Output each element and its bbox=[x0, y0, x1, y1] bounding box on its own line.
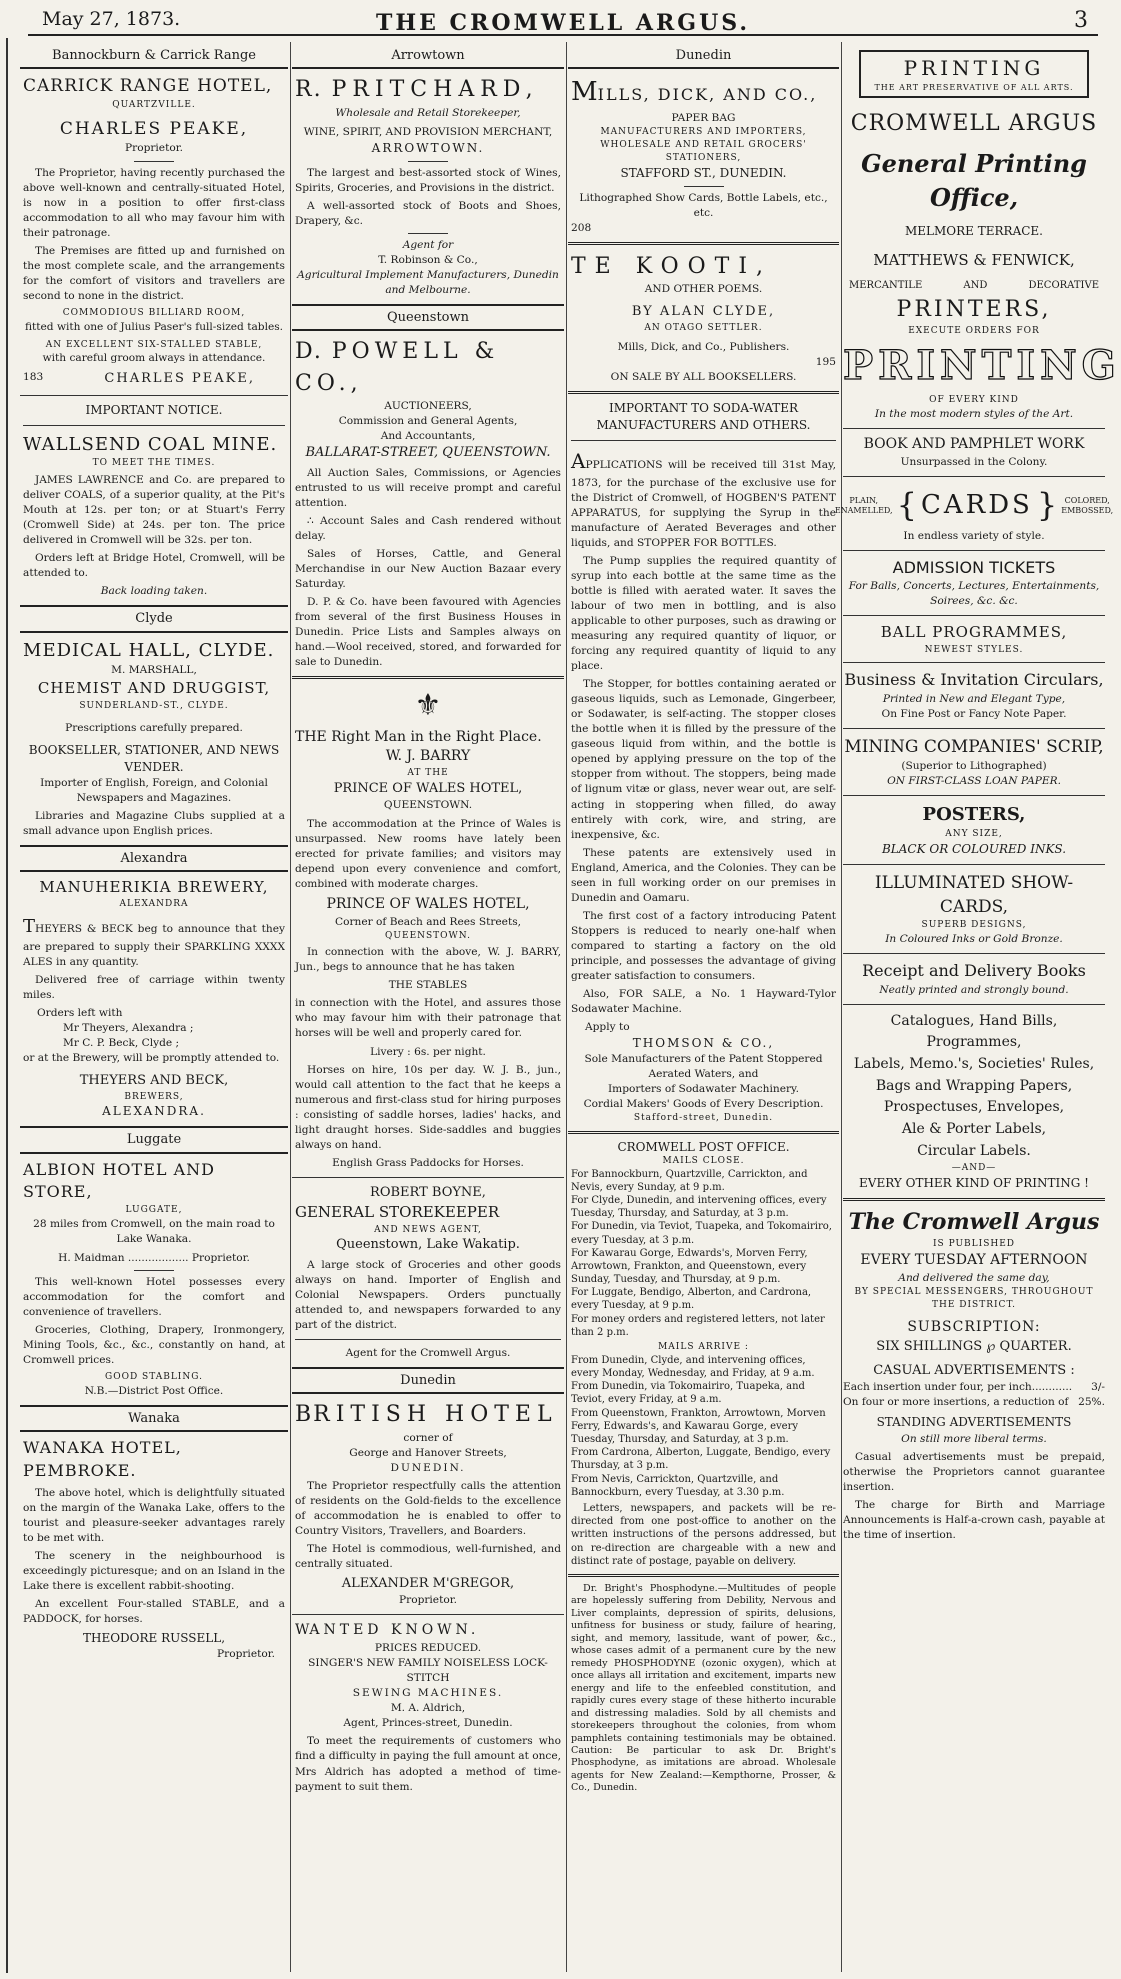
mail-schedule-line: From Cardrona, Alberton, Luggate, Bendigo, every Thursday, at 3 p.m. bbox=[571, 1447, 831, 1472]
section-heading: Luggate bbox=[20, 1126, 288, 1153]
ad-line: STANDING ADVERTISEMENTS bbox=[876, 1415, 1072, 1430]
ad-line: BOOKSELLER, STATIONER, AND NEWS VENDER. bbox=[28, 742, 280, 774]
newspaper-name: The Cromwell Argus bbox=[848, 1209, 1100, 1236]
ad-line: EVERY TUESDAY AFTERNOON bbox=[860, 1252, 1088, 1269]
ad-paragraph: A large stock of Groceries and other goods always on hand. Importer of English and Colonial Newspapers. Orders punctually attended to, and newspapers forwarded to any part of the district. bbox=[295, 1258, 561, 1331]
ad-line: Apply to bbox=[585, 1020, 630, 1033]
ad-line: GOOD STABLING. bbox=[105, 1372, 203, 1383]
ad-line: Mills, Dick, and Co., Publishers. bbox=[617, 341, 790, 354]
ad-line: MANUFACTURERS AND IMPORTERS, bbox=[600, 127, 807, 138]
ad-line: COMMODIOUS BILLIARD ROOM, bbox=[62, 307, 246, 318]
ad-signature: CHARLES PEAKE, bbox=[104, 371, 255, 387]
drop-cap: M bbox=[571, 77, 598, 108]
ad-paragraph: Dr. Bright's Phosphodyne.—Multitudes of people are hopelessly suffering from Debility, Nervous and Liver complaints, depression of spirits, delusions, unfitness for business or study, failure of hearing, sight, and memory, lassitude, want of power, &c., whose cases admit of a permanent cure by the new remedy PHOSPHODYNE (ozonic oxygen), which at once allays all irritation and excitement, imparts new energy and life to the enfeebled constitution, and rapidly cures every stage of these hitherto incurable and distressing maladies. Sold by all chemists and storekeepers throughout the colonies, from whom pamphlets containing testimonials may be obtained. Caution: Be particular to ask Dr. Bright's Phosphodyne, as imitations are abroad. Wholesale agents for New Zealand:—Kempthorne, Prosser, & Co., Dunedin. bbox=[571, 1582, 836, 1794]
ad-paragraph: In connection with the above, W. J. BARRY, Jun., begs to announce that he has taken bbox=[295, 946, 561, 974]
ad-line: T. Robinson & Co., bbox=[378, 253, 478, 266]
ad-paragraph: A well-assorted stock of Boots and Shoes, Drapery, &c. bbox=[295, 199, 561, 227]
ad-paragraph: The accommodation at the Prince of Wales is unsurpassed. New rooms have lately been erected for private families; and visitors may depend upon every convenience and comfort, combined with moderate charges. bbox=[295, 817, 561, 890]
soda-water-ad bbox=[568, 400, 839, 1125]
ad-line: George and Hanover Streets, bbox=[349, 1446, 507, 1459]
ad-signature: THEYERS AND BECK, bbox=[79, 1073, 229, 1089]
ad-paragraph: ∴ Account Sales and Cash rendered without delay. bbox=[295, 514, 561, 542]
ad-line: On four or more insertions, a reduction of bbox=[843, 1396, 1069, 1409]
ad-line: For Balls, Concerts, Lectures, Entertainments, Soirees, &c. &c. bbox=[848, 580, 1100, 608]
ad-line: WHOLESALE AND RETAIL GROCERS' STATIONERS, bbox=[600, 140, 807, 163]
ad-line: ON FIRST-CLASS LOAN PAPER. bbox=[887, 775, 1061, 788]
ad-signature: ALEXANDER M'GREGOR, bbox=[341, 1575, 515, 1591]
section-heading: Dunedin bbox=[568, 44, 839, 69]
printing-office-ad bbox=[834, 50, 1121, 1543]
ad-line: AND OTHER POEMS. bbox=[644, 283, 763, 296]
ad-line: MERCANTILE bbox=[849, 280, 923, 292]
ad-line: Neatly printed and strongly bound. bbox=[879, 983, 1069, 996]
ad-subheading: MAILS CLOSE. bbox=[662, 1155, 745, 1166]
banner-subtitle: THE ART PRESERVATIVE OF ALL ARTS. bbox=[874, 83, 1074, 93]
cards-word: CARDS bbox=[920, 490, 1033, 521]
drop-cap: C bbox=[23, 76, 38, 97]
ad-line: 28 miles from Cromwell, on the main road to Lake Wanaka. bbox=[33, 1217, 275, 1245]
mail-schedule-line: For Luggate, Bendigo, Alberton, and Cardrona, every Tuesday, at 9 p.m. bbox=[571, 1287, 812, 1312]
ad-line: ALEXANDRA. bbox=[102, 1104, 206, 1119]
ad-line: Labels, Memo.'s, Societies' Rules, bbox=[853, 1055, 1095, 1072]
wanaka-hotel-ad bbox=[20, 1437, 288, 1662]
ad-line: Business & Invitation Circulars, bbox=[844, 670, 1104, 690]
ad-title: ILLS, DICK, AND CO., bbox=[597, 85, 818, 105]
ad-line: In the most modern styles of the Art. bbox=[874, 408, 1074, 421]
ad-line: Catalogues, Hand Bills, Programmes, bbox=[890, 1012, 1058, 1051]
cards-line: PLAIN, ENAMELLED, { CARDS } COLORED, EMBOSSED, bbox=[834, 486, 1114, 525]
ad-line: AND bbox=[963, 280, 988, 292]
ad-address: Stafford-street, Dunedin. bbox=[633, 1113, 774, 1124]
ad-line: PRINTERS, bbox=[896, 296, 1052, 322]
ad-line: Prescriptions carefully prepared. bbox=[65, 721, 243, 734]
ad-line: In endless variety of style. bbox=[903, 529, 1045, 542]
drop-cap: W bbox=[23, 1438, 40, 1458]
ad-owner: M. MARSHALL, bbox=[111, 664, 197, 677]
mail-schedule-line: For Bannockburn, Quartzville, Carrickton, and Nevis, every Sunday, at 9 p.m. bbox=[571, 1168, 808, 1193]
ad-paragraph: HEYERS & BECK beg to announce that they are prepared to supply their SPARKLING XXXX ALES in any quantity. bbox=[23, 923, 285, 968]
ad-paragraph: in connection with the Hotel, and assures those who may favour him with their patronage that horses will be well and properly cared for. bbox=[295, 997, 561, 1040]
pritchard-ad bbox=[292, 74, 564, 298]
drop-cap: A bbox=[23, 1159, 36, 1179]
ad-line: Corner of Beach and Rees Streets, bbox=[334, 915, 522, 928]
ad-line: fitted with one of Julius Paser's full-sized tables. bbox=[24, 320, 284, 333]
mail-schedule-line: From Dunedin, Clyde, and intervening offices, every Monday, Wednesday, and Friday, at 9 a.m. bbox=[571, 1354, 815, 1380]
ad-line: ANY SIZE, bbox=[945, 828, 1003, 839]
section-heading: Queenstown bbox=[292, 304, 564, 331]
ad-line: ADMISSION TICKETS bbox=[892, 557, 1056, 577]
page-number: 3 bbox=[1074, 8, 1088, 33]
ad-place: ALEXANDRA bbox=[119, 899, 189, 910]
ad-paragraph: The Proprietor, having recently purchased the above well-known and centrally-situated Hotel, is now in a position to offer first-class accommodation to all who may favour him with their patronage. bbox=[23, 166, 285, 239]
ad-paragraph: Libraries and Magazine Clubs supplied at a small advance upon English prices. bbox=[23, 809, 285, 837]
banner-title: PRINTING bbox=[903, 56, 1045, 80]
ad-paragraph: Orders left at Bridge Hotel, Cromwell, will be attended to. bbox=[23, 552, 285, 580]
drop-cap: A bbox=[571, 449, 586, 474]
ad-line: Importer of English, Foreign, and Colonial Newspapers and Magazines. bbox=[40, 776, 268, 804]
section-heading: Clyde bbox=[20, 605, 288, 632]
ad-paragraph: All Auction Sales, Commissions, or Agencies entrusted to us will receive prompt and careful attention. bbox=[295, 466, 561, 509]
ad-line: In Coloured Inks or Gold Bronze. bbox=[885, 932, 1063, 945]
ad-line: Lithographed Show Cards, Bottle Labels, etc., etc. bbox=[579, 191, 828, 219]
ad-line: M. A. Aldrich, bbox=[390, 1702, 466, 1715]
boyne-ad bbox=[292, 1184, 564, 1361]
drop-cap: M bbox=[23, 639, 43, 661]
ad-paragraph: Letters, newspapers, and packets will be re-directed from one post-office to another on the written instructions of the persons addressed, but on re-direction are chargeable with a new and distinct rate of postage, payable on delivery. bbox=[571, 1502, 836, 1567]
drop-cap: B bbox=[295, 1402, 314, 1428]
mail-schedule-line: For Dunedin, via Teviot, Tuapeka, and Tokomairiro, every Tuesday, at 3 p.m. bbox=[571, 1221, 832, 1246]
section-heading: Alexandra bbox=[20, 845, 288, 872]
drop-cap: D. bbox=[295, 339, 323, 365]
drop-cap: T bbox=[23, 916, 36, 938]
ad-line: CASUAL ADVERTISEMENTS : bbox=[873, 1362, 1075, 1378]
ad-title: ALLSEND COAL MINE. bbox=[41, 433, 278, 455]
ad-paragraph: Groceries, Clothing, Drapery, Ironmongery, Mining Tools, &c., &c., constantly on hand, at Cromwell prices. bbox=[23, 1324, 285, 1367]
ad-line: And Accountants, bbox=[380, 430, 476, 443]
ad-line: BREWERS, bbox=[124, 1091, 184, 1102]
ad-owner: W. J. BARRY bbox=[385, 748, 471, 765]
ad-line: AN OTAGO SETTLER. bbox=[644, 322, 763, 333]
coal-mine-ad bbox=[20, 402, 288, 600]
ad-paragraph: The Pump supplies the required quantity of syrup into each bottle at the same time as the bottle is filled with aerated water. It saves the labour of two men in bottling, and is also applicable to other purposes, such as drawing or measuring any required quantity of liquor, or forcing any required quantity of liquid to any place. bbox=[571, 555, 836, 673]
drop-cap: G bbox=[295, 1203, 307, 1222]
drop-cap: T bbox=[295, 728, 305, 745]
section-heading: Dunedin bbox=[292, 1367, 564, 1394]
ad-line: COLORED, bbox=[1064, 496, 1110, 506]
ad-paragraph: JAMES LAWRENCE and Co. are prepared to deliver COALS, of a superior quality, at the Pit's Mouth at 12s. per ton; or at Stuart's Ferry (Cromwell Side) at 24s. per ton. The price delivered in Cromwell will be 32s. per ton. bbox=[23, 474, 285, 547]
ad-signature: THOMSON & CO., bbox=[632, 1035, 775, 1050]
ad-number: 195 bbox=[815, 356, 836, 369]
column-4 bbox=[834, 42, 1121, 1972]
issue-date: May 27, 1873. bbox=[42, 8, 181, 30]
mail-schedule-line: From Queenstown, Frankton, Arrowtown, Morven Ferry, Edwards's, and Kawarau Gorge, every Tuesday, Thursday, and Saturday, at 3 p.m. bbox=[571, 1407, 826, 1446]
ad-line: NEWEST STYLES. bbox=[924, 644, 1024, 655]
ad-address: BALLARAT-STREET, QUEENSTOWN. bbox=[305, 445, 551, 461]
subscription-price: SIX SHILLINGS ℘ QUARTER. bbox=[876, 1338, 1072, 1354]
carrick-hotel-ad bbox=[20, 74, 288, 388]
ad-title: ANTED KNOWN. bbox=[309, 1622, 480, 1639]
ad-line: or at the Brewery, will be promptly attended to. bbox=[23, 1052, 280, 1065]
ad-line: Commission and General Agents, bbox=[338, 414, 518, 427]
ad-line: BALL PROGRAMMES, bbox=[880, 623, 1068, 642]
ad-line: AUCTIONEERS, bbox=[384, 399, 472, 412]
ad-line: Mr Theyers, Alexandra ; bbox=[63, 1021, 194, 1034]
brewery-ad bbox=[20, 877, 288, 1120]
ad-line: EMBOSSED, bbox=[1061, 505, 1114, 515]
ad-line: PRINCE OF WALES HOTEL, bbox=[326, 895, 530, 912]
ad-line: Proprietor. bbox=[399, 1594, 457, 1607]
mail-schedule-line: From Dunedin, via Tokomairiro, Tuapeka, and Teviot, every Friday, at 9 a.m. bbox=[571, 1381, 805, 1406]
ad-trade: WINE, SPIRIT, AND PROVISION MERCHANT, bbox=[303, 125, 553, 138]
ad-number: 208 bbox=[571, 221, 592, 234]
ad-line: Each insertion under four, per inch............ bbox=[843, 1381, 1073, 1394]
ad-line: English Grass Paddocks for Horses. bbox=[332, 1156, 524, 1169]
ad-paragraph: Delivered free of carriage within twenty miles. bbox=[23, 973, 285, 1001]
ad-line: ON SALE BY ALL BOOKSELLERS. bbox=[610, 371, 797, 384]
ad-title: POWELL & CO., bbox=[295, 339, 500, 396]
ad-line: Agricultural Implement Manufacturers, Dunedin and Melbourne. bbox=[297, 268, 559, 296]
ad-paragraph: To meet the requirements of customers who find a difficulty in paying the full amount at once, Mrs Aldrich has adopted a method of time-payment to suit them. bbox=[295, 1735, 561, 1793]
ad-line: Ale & Porter Labels, bbox=[901, 1121, 1047, 1138]
ad-line: ENAMELLED, bbox=[834, 505, 893, 515]
ad-line: PRICES REDUCED. bbox=[374, 1642, 482, 1655]
ad-title: TE KOOTI, bbox=[571, 253, 773, 279]
ad-subheading: MAILS ARRIVE : bbox=[658, 1342, 749, 1353]
drop-cap: W bbox=[23, 433, 42, 455]
ad-place: QUEENSTOWN. bbox=[383, 799, 473, 812]
ad-paragraph: The charge for Birth and Marriage Announcements is Half-a-crown cash, payable at the time of insertion. bbox=[843, 1498, 1105, 1541]
column-1 bbox=[20, 42, 288, 1972]
ad-subtitle: Wholesale and Retail Storekeeper, bbox=[335, 106, 521, 119]
ad-line: THE STABLES bbox=[388, 979, 468, 992]
printing-display-word: PRINTING bbox=[843, 341, 1121, 389]
printing-banner bbox=[859, 50, 1089, 98]
mail-schedule-line: From Nevis, Carrickton, Quartzville, and Bannockburn, every Tuesday, at 3.30 p.m. bbox=[571, 1473, 785, 1498]
prince-of-wales-ad bbox=[292, 728, 564, 1171]
ad-paragraph: The scenery in the neighbourhood is exceedingly picturesque; and on an Island in the Lake there is excellent rabbit-shooting. bbox=[23, 1550, 285, 1593]
section-heading: Bannockburn & Carrick Range bbox=[20, 44, 288, 69]
ad-line: Sole Manufacturers of the Patent Stoppered Aerated Waters, and bbox=[584, 1053, 823, 1081]
ad-paragraph: The above hotel, which is delightfully situated on the margin of the Wanaka Lake, offers to the tourist and pleasure-seeker advantages rarely to be met with. bbox=[23, 1486, 285, 1545]
ad-title: ENERAL STOREKEEPER bbox=[306, 1203, 500, 1222]
ad-line: PLAIN, bbox=[849, 496, 879, 506]
ad-line: AT THE bbox=[407, 768, 449, 779]
ad-paragraph: An excellent Four-stalled STABLE, and a PADDOCK, for horses. bbox=[23, 1598, 285, 1626]
ad-title: ARRICK RANGE HOTEL, bbox=[37, 76, 273, 97]
ad-line: Mr C. P. Beck, Clyde ; bbox=[63, 1036, 180, 1049]
ad-address: SUNDERLAND-ST., CLYDE. bbox=[79, 700, 229, 711]
ad-line: QUEENSTOWN. bbox=[385, 930, 471, 941]
ad-line: Printed in New and Elegant Type, bbox=[882, 693, 1066, 706]
crest-icon: ⚜ bbox=[414, 687, 442, 723]
drop-cap: R. bbox=[295, 77, 323, 103]
left-border bbox=[6, 38, 8, 1973]
column-3 bbox=[568, 42, 839, 1972]
ad-line: Unsurpassed in the Colony. bbox=[900, 456, 1048, 469]
ad-line: On still more liberal terms. bbox=[901, 1432, 1047, 1445]
column-2 bbox=[292, 42, 564, 1972]
ad-trade: CHEMIST AND DRUGGIST, bbox=[37, 679, 271, 698]
ad-line: And delivered the same day, bbox=[898, 1272, 1050, 1285]
ad-line: Cordial Makers' Goods of Every Description. bbox=[583, 1098, 824, 1111]
ad-line: Proprietor. bbox=[217, 1648, 275, 1661]
ad-paragraph: These patents are extensively used in England, America, and the Colonies. They can be seen in full working order on our premises in Dunedin and Oamaru. bbox=[571, 846, 836, 904]
medical-hall-ad bbox=[20, 638, 288, 839]
office-name: CROMWELL ARGUS bbox=[850, 110, 1098, 136]
ad-line: PAPER BAG bbox=[671, 112, 736, 125]
ad-line: (Superior to Lithographed) bbox=[901, 760, 1047, 773]
ad-title: MANUHERIKIA BREWERY, bbox=[39, 878, 269, 897]
section-heading: Wanaka bbox=[20, 1405, 288, 1432]
ad-place: LUGGATE, bbox=[125, 1205, 183, 1216]
ad-paragraph: The Proprietor respectfully calls the attention of residents on the Gold-fields to the excellence of accommodation he is enabled to offer to Country Visitors, Travellers, and Boarders. bbox=[295, 1479, 561, 1537]
ad-title: EDICAL HALL, CLYDE. bbox=[42, 639, 275, 661]
ad-line: Circular Labels. bbox=[917, 1142, 1031, 1159]
ad-place: ARROWTOWN. bbox=[371, 140, 485, 155]
ad-owner: ROBERT BOYNE, bbox=[370, 1184, 486, 1200]
masthead bbox=[28, 4, 1098, 36]
ad-line: Receipt and Delivery Books bbox=[862, 960, 1086, 980]
ad-line: Livery : 6s. per night. bbox=[370, 1045, 486, 1058]
ad-title: LBION HOTEL AND STORE, bbox=[23, 1159, 215, 1202]
firm-name: MATTHEWS & FENWICK, bbox=[873, 251, 1075, 270]
ad-line: Agent, Princes-street, Dunedin. bbox=[343, 1717, 513, 1730]
ad-line: Importers of Sodawater Machinery. bbox=[608, 1083, 799, 1096]
ad-place: Queenstown, Lake Wakatip. bbox=[336, 1237, 520, 1253]
ad-paragraph: Casual advertisements must be prepaid, otherwise the Proprietors cannot guarantee insertion. bbox=[843, 1450, 1105, 1493]
ad-heading: IMPORTANT TO SODA-WATER MANUFACTURERS AND OTHERS. bbox=[596, 401, 811, 433]
column-divider bbox=[841, 42, 842, 1972]
ad-line: EXECUTE ORDERS FOR bbox=[908, 325, 1040, 336]
ad-line: IS PUBLISHED bbox=[932, 1239, 1015, 1250]
proprietor-label: Proprietor. bbox=[125, 142, 183, 155]
british-hotel-ad bbox=[292, 1399, 564, 1608]
ad-line: N.B.—District Post Office. bbox=[84, 1385, 224, 1397]
ad-line: AND NEWS AGENT, bbox=[374, 1224, 482, 1235]
column-divider bbox=[290, 42, 291, 1972]
ad-line: On Fine Post or Fancy Note Paper. bbox=[881, 708, 1067, 721]
ad-line: DECORATIVE bbox=[1028, 280, 1099, 292]
ad-heading: IMPORTANT NOTICE. bbox=[85, 402, 223, 417]
section-heading: Arrowtown bbox=[292, 44, 564, 69]
ad-line: H. Maidman .................. Proprietor. bbox=[58, 1252, 250, 1265]
ad-line: SUBSCRIPTION: bbox=[907, 1318, 1041, 1335]
column-divider bbox=[566, 42, 567, 1972]
ad-line: BLACK OR COLOURED INKS. bbox=[881, 841, 1067, 856]
ad-place: QUARTZVILLE. bbox=[112, 99, 196, 110]
ad-line: ILLUMINATED SHOW-CARDS, bbox=[874, 872, 1074, 917]
newspaper-title: THE CROMWELL ARGUS. bbox=[375, 10, 751, 36]
ad-line: BY SPECIAL MESSENGERS, THROUGHOUT THE DISTRICT. bbox=[854, 1287, 1094, 1310]
ad-line: Orders left with bbox=[37, 1006, 123, 1019]
ad-paragraph: This well-known Hotel possesses every accommodation for the comfort and convenience of travellers. bbox=[23, 1276, 285, 1319]
ad-address: STAFFORD ST., DUNEDIN. bbox=[620, 165, 787, 180]
ad-place: DUNEDIN. bbox=[390, 1461, 466, 1474]
ad-title: PRITCHARD, bbox=[331, 77, 539, 103]
ad-paragraph: Sales of Horses, Cattle, and General Merchandise in our New Auction Bazaar every Saturday. bbox=[295, 547, 561, 590]
ad-line: AN EXCELLENT SIX-STALLED STABLE, bbox=[45, 339, 263, 350]
ad-paragraph: PPLICATIONS will be received till 31st May, 1873, for the purchase of the exclusive use for the District of Cromwell, of HOGBEN'S PATENT APPARATUS, for supplying the Syrup in the manufacture of Aerated Beverages and other liquids, and STOPPER FOR BOTTLES. bbox=[571, 459, 836, 549]
office-address: MELMORE TERRACE. bbox=[904, 224, 1043, 239]
ad-line: OF EVERY KIND bbox=[929, 395, 1019, 406]
ad-line: BOOK AND PAMPHLET WORK bbox=[863, 436, 1085, 453]
ad-line: Agent for bbox=[402, 238, 454, 251]
proprietor-name: CHARLES PEAKE, bbox=[59, 119, 249, 140]
mail-schedule-line: For Clyde, Dunedin, and intervening offices, every Tuesday, Thursday, and Saturday, at 3 p.m. bbox=[571, 1194, 827, 1220]
post-office-notice bbox=[568, 1140, 839, 1568]
ad-line: Agent for the Cromwell Argus. bbox=[345, 1346, 511, 1359]
sewing-machine-ad bbox=[292, 1621, 564, 1794]
ad-title: RITISH HOTEL bbox=[313, 1402, 558, 1428]
ad-paragraph: The Premises are fitted up and furnished on the most complete scale, and the arrangements for the comfort of visitors and travellers are second to none in the district. bbox=[23, 244, 285, 302]
ad-line: PRINCE OF WALES HOTEL, bbox=[333, 781, 523, 797]
ad-title: HE Right Man in the Right Place. bbox=[304, 728, 542, 745]
ad-line: —AND— bbox=[951, 1163, 997, 1174]
powell-ad bbox=[292, 336, 564, 669]
ad-paragraph: Horses on hire, 10s per day. W. J. B., jun., would call attention to the fact that he keeps a numerous and first-class stud for hiring purposes : consisting of saddle horses, ladies' hacks, and light draught horses. Side-saddles and buggies always on hand. bbox=[295, 1063, 561, 1151]
ad-line: SEWING MACHINES. bbox=[352, 1687, 504, 1700]
ad-paragraph: Also, FOR SALE, a No. 1 Hayward-Tylor Sodawater Machine. bbox=[571, 987, 836, 1015]
ad-paragraph: The first cost of a factory introducing Patent Stoppers is reduced to nearly one-half when compared to starting a factory on the old principle, and possesses the advantage of giving greater satisfaction to consumers. bbox=[571, 909, 836, 982]
ad-heading: CROMWELL POST OFFICE. bbox=[617, 1139, 790, 1154]
ad-line: MINING COMPANIES' SCRIP, bbox=[844, 737, 1104, 758]
rate-value: 3/- bbox=[1091, 1381, 1105, 1394]
ad-paragraph: The Hotel is commodious, well-furnished, and centrally situated. bbox=[295, 1542, 561, 1570]
mail-schedule-line: For Kawarau Gorge, Edwards's, Morven Ferry, Arrowtown, Frankton, and Queenstown, every Sunday, Tuesday, and Thursday, at 9 p.m. bbox=[571, 1247, 808, 1286]
ad-paragraph: D. P. & Co. have been favoured with Agencies from several of the first Business Houses in Dunedin. Price Lists and Samples always on hand.—Wool received, stored, and forwarded for sale to Dunedin. bbox=[295, 595, 561, 668]
office-subtitle: General Printing Office, bbox=[861, 148, 1087, 213]
ad-line: EVERY OTHER KIND OF PRINTING ! bbox=[859, 1176, 1089, 1191]
te-kooti-ad bbox=[568, 251, 839, 386]
mills-dick-ad bbox=[568, 74, 839, 235]
ad-line: corner of bbox=[403, 1431, 453, 1444]
ad-signature: THEODORE RUSSELL, bbox=[82, 1631, 226, 1646]
phosphodyne-ad bbox=[568, 1583, 839, 1795]
ad-subtitle: TO MEET THE TIMES. bbox=[92, 458, 216, 469]
ad-line: with careful groom always in attendance. bbox=[42, 352, 266, 365]
ad-paragraph: The Stopper, for bottles containing aerated or gaseous liquids, such as Lemonade, Gingerbeer, or Sodawater, is self-acting. The stopper closes the bottle when it is filled by the pressure of the gaseous liquid from within, and the bottle is opened by applying pressure on the top of the stopper from without. The stoppers, being made of lignum vitæ or glass, never wear out, are self-acting in stoppering when filled, do away entirely with cork, wire, and string, are inexpensive, &c. bbox=[571, 678, 836, 841]
ad-line: SINGER'S NEW FAMILY NOISELESS LOCK-STITCH bbox=[308, 1657, 548, 1685]
ad-line: Prospectuses, Envelopes, bbox=[883, 1099, 1065, 1116]
ad-paragraph: The largest and best-assorted stock of Wines, Spirits, Groceries, and Provisions in the district. bbox=[295, 166, 561, 194]
ad-line: Back loading taken. bbox=[100, 585, 208, 598]
mail-schedule-line: For money orders and registered letters, not later than 2 p.m. bbox=[571, 1313, 825, 1338]
drop-cap: W bbox=[295, 1622, 310, 1639]
ad-line: BY ALAN CLYDE, bbox=[631, 304, 776, 320]
ad-line: POSTERS, bbox=[922, 804, 1026, 826]
ad-line: SUPERB DESIGNS, bbox=[921, 920, 1027, 931]
ad-title: ANAKA HOTEL, PEMBROKE. bbox=[23, 1438, 182, 1481]
albion-hotel-ad bbox=[20, 1159, 288, 1399]
ad-number: 183 bbox=[23, 371, 44, 384]
rate-value: 25%. bbox=[1078, 1396, 1105, 1409]
ad-line: Bags and Wrapping Papers, bbox=[875, 1077, 1073, 1094]
